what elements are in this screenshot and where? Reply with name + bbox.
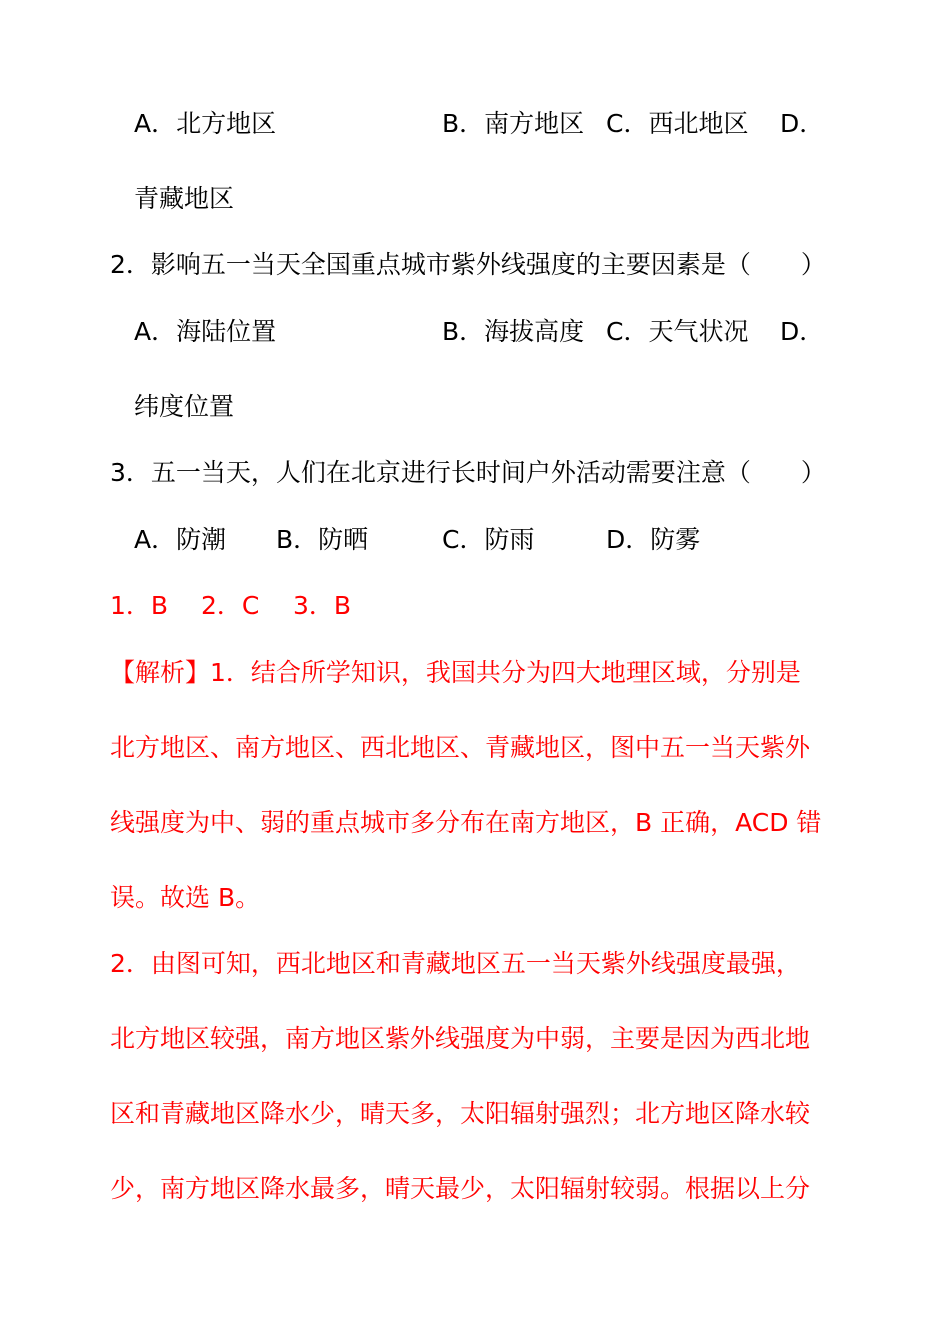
- q3-option-d: D．防雾: [606, 525, 701, 554]
- q1-option-b: B．南方地区: [442, 109, 585, 138]
- answer-3: 3．B: [293, 591, 352, 620]
- q2-option-d-continued: 纬度位置: [134, 392, 235, 421]
- answer-1: 1．B: [110, 591, 169, 620]
- q1-option-d: D．: [780, 109, 825, 138]
- analysis-p2-line-1: 2．由图可知，西北地区和青藏地区五一当天紫外线强度最强，: [110, 949, 801, 978]
- analysis-p2-line-4: 少，南方地区降水最多，晴天最少，太阳辐射较弱。根据以上分: [110, 1174, 811, 1203]
- q2-option-a: A．海陆位置: [134, 317, 277, 346]
- q3-stem: 3．五一当天，人们在北京进行长时间户外活动需要注意（ ）: [110, 458, 826, 487]
- q2-option-d: D．: [780, 317, 825, 346]
- q2-option-c: C．天气状况: [606, 317, 749, 346]
- analysis-p1-line-3: 线强度为中、弱的重点城市多分布在南方地区，B 正确，ACD 错: [110, 808, 822, 837]
- q2-option-b: B．海拔高度: [442, 317, 585, 346]
- analysis-p2-line-2: 北方地区较强，南方地区紫外线强度为中弱，主要是因为西北地: [110, 1024, 811, 1053]
- q2-stem: 2．影响五一当天全国重点城市紫外线强度的主要因素是（ ）: [110, 250, 826, 279]
- q1-option-c: C．西北地区: [606, 109, 749, 138]
- analysis-p1-line-1: 【解析】1．结合所学知识，我国共分为四大地理区域，分别是: [110, 658, 801, 687]
- answer-2: 2．C: [201, 591, 260, 620]
- analysis-p1-line-2: 北方地区、南方地区、西北地区、青藏地区，图中五一当天紫外: [110, 733, 811, 762]
- q1-option-a: A．北方地区: [134, 109, 277, 138]
- q3-option-a: A．防潮: [134, 525, 227, 554]
- analysis-p2-line-3: 区和青藏地区降水少，晴天多，太阳辐射强烈；北方地区降水较: [110, 1099, 811, 1128]
- q1-option-d-continued: 青藏地区: [134, 184, 235, 213]
- analysis-p1-line-4: 误。故选 B。: [110, 883, 261, 912]
- q3-option-b: B．防晒: [276, 525, 369, 554]
- q3-option-c: C．防雨: [442, 525, 535, 554]
